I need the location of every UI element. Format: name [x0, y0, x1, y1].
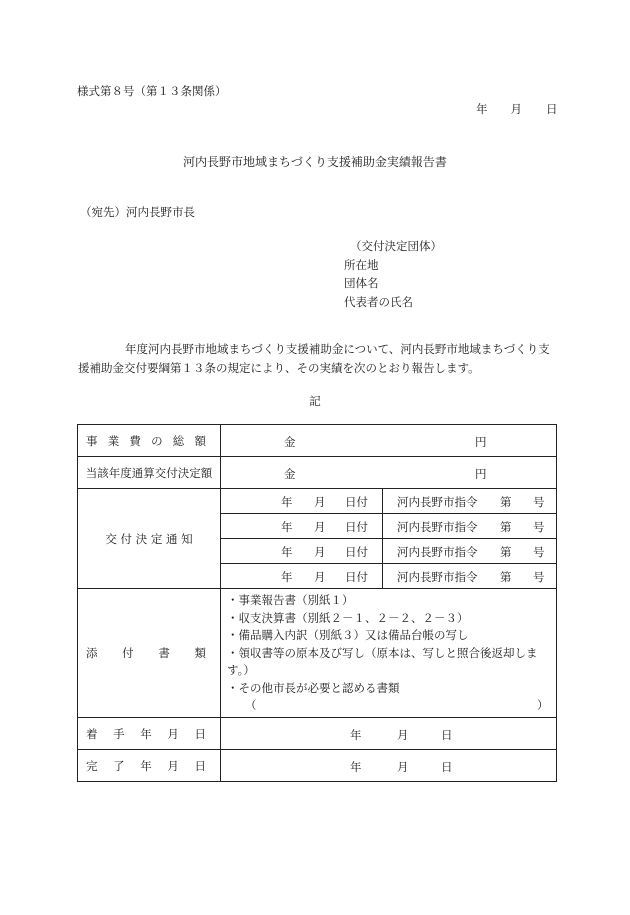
report-body-text: 年度河内長野市地域まちづくり支援補助金について、河内長野市地域まちづくり支援補助金交付要綱第１３条の規定により、その実績を次のとおり報告します。 [78, 342, 550, 375]
attachments-label: 添 付 書 類 [78, 589, 221, 718]
attachment-other-blank: （ ） [245, 698, 549, 712]
grant-total-row [78, 457, 557, 489]
form-number: 様式第８号（第１３条関係） [77, 84, 227, 98]
total-cost-en: 円 [475, 435, 487, 449]
ki-mark: 記 [309, 394, 321, 408]
report-date-month: 月 [510, 102, 522, 116]
notice-number-cell: 河内長野市指令 第 号 [383, 514, 557, 539]
end-date-value: 年 月 日 [221, 750, 557, 782]
notice-date-cell: 年 月 日付 [221, 564, 383, 589]
notice-number-cell: 河内長野市指令 第 号 [383, 539, 557, 564]
grant-total-label: 当該年度通算交付決定額 [78, 457, 221, 489]
document-title: 河内長野市地域まちづくり支援補助金実績報告書 [183, 155, 447, 169]
report-table [77, 424, 557, 782]
notice-date-cell: 年 月 日付 [221, 514, 383, 539]
end-date-row [78, 750, 557, 782]
grant-total-en: 円 [475, 467, 487, 481]
report-date-year: 年 [476, 102, 488, 116]
applicant-block [344, 237, 442, 311]
address-label: 所在地 [344, 257, 379, 272]
attachment-item: ・領収書等の原本及び写し（原本は、写しと照合後返却します。） [227, 645, 538, 677]
group-name-label: 団体名 [344, 276, 379, 290]
total-cost-row [78, 425, 557, 457]
total-cost-value [221, 425, 557, 457]
attachment-item: ・備品購入内訳（別紙３）又は備品台帳の写し [227, 628, 469, 642]
total-cost-kin: 金 [284, 435, 296, 449]
start-date-value: 年 月 日 [221, 718, 557, 750]
attachment-item: ・収支決算書（別紙２－１、２－２、２－３） [227, 610, 469, 625]
start-date-row [78, 718, 557, 750]
end-date-label: 完 了 年 月 日 [78, 750, 221, 782]
notice-row [78, 489, 557, 514]
notice-number-cell: 河内長野市指令 第 号 [383, 564, 557, 589]
attachments-list [221, 589, 557, 718]
notice-label: 交 付 決 定 通 知 [78, 489, 221, 589]
notice-date-cell: 年 月 日付 [221, 539, 383, 564]
grant-total-value [221, 457, 557, 489]
applicant-heading: （交付決定団体） [350, 239, 442, 253]
notice-date-cell: 年 月 日付 [221, 489, 383, 514]
addressee: （宛先）河内長野市長 [80, 205, 195, 219]
attachment-item: ・事業報告書（別紙１） [227, 593, 354, 607]
grant-total-kin: 金 [284, 467, 296, 481]
total-cost-label: 事 業 費 の 総 額 [78, 425, 221, 457]
report-date [476, 101, 558, 117]
report-date-day: 日 [546, 102, 558, 116]
notice-number-cell: 河内長野市指令 第 号 [383, 489, 557, 514]
attachment-item: ・その他市長が必要と認める書類 [227, 680, 400, 695]
start-date-label: 着 手 年 月 日 [78, 718, 221, 750]
attachments-row [78, 589, 557, 718]
representative-label: 代表者の氏名 [344, 294, 413, 309]
